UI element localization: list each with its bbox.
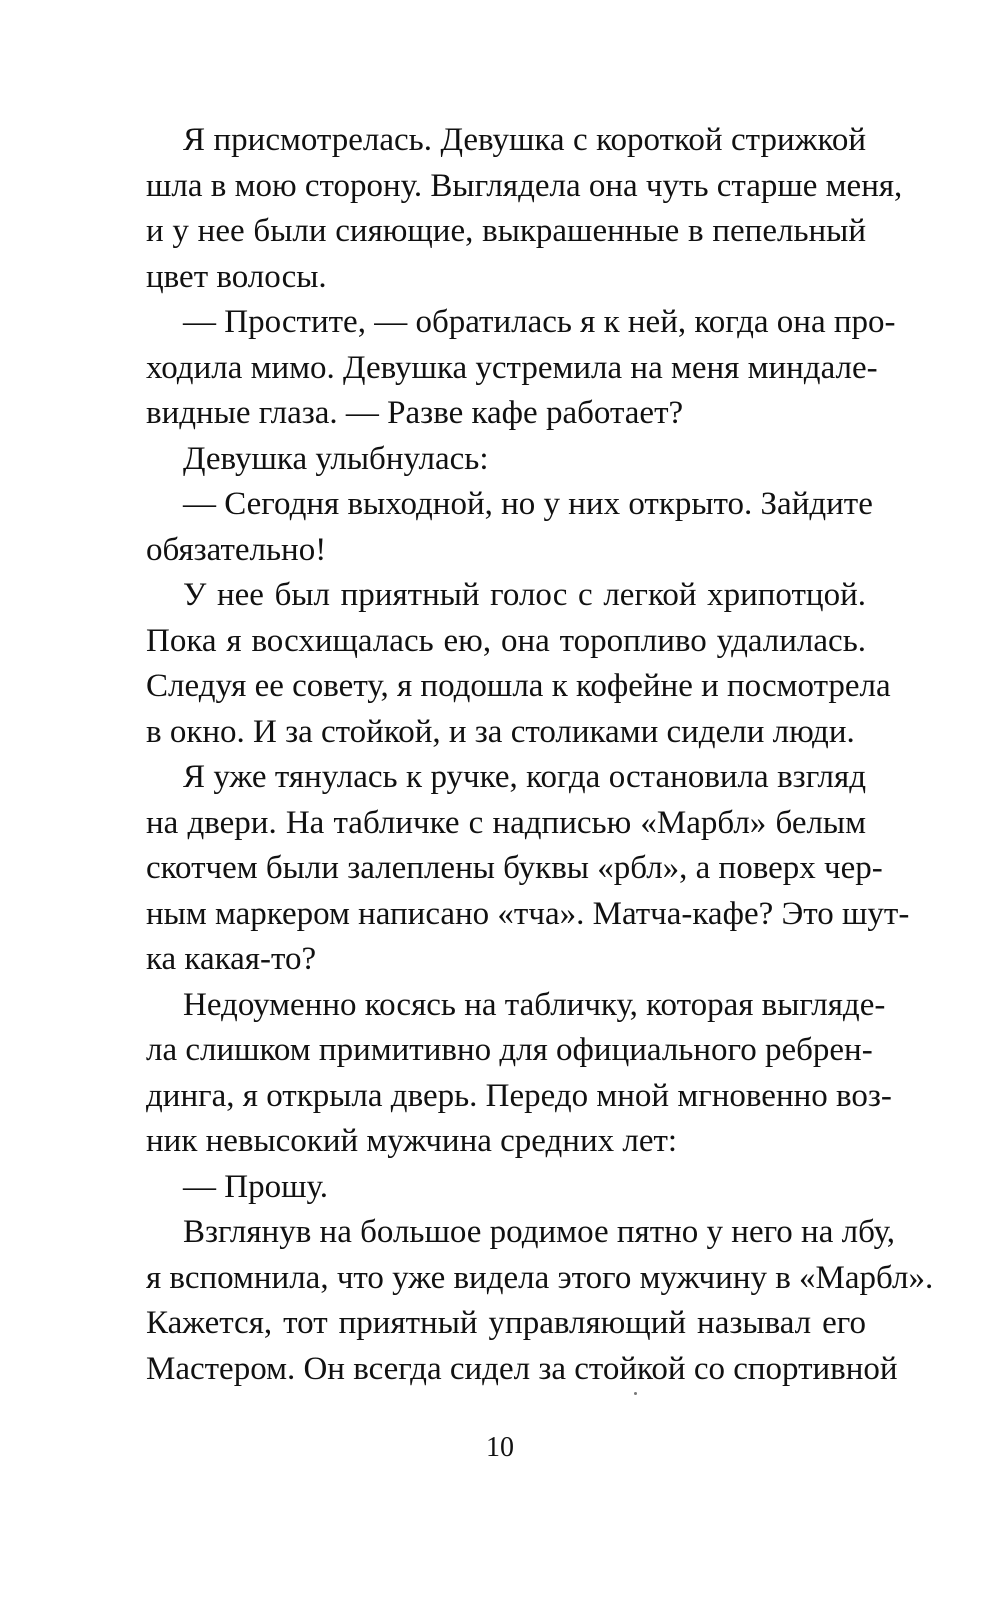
print-speck — [634, 1392, 637, 1395]
text-line: ник невысокий мужчина средних лет: — [146, 1123, 678, 1159]
text-line: я вспомнила, что уже видела этого мужчину в «Марбл». — [146, 1259, 934, 1296]
text-line: динга, я открыла дверь. Передо мной мгновенно воз- — [146, 1077, 892, 1114]
text-line: Мастером. Он всегда сидел за стойкой со спортивной — [146, 1350, 898, 1387]
text-line: ла слишком примитивно для официального ребрен- — [146, 1032, 873, 1068]
text-line: Взглянув на большое родимое пятно у него на лбу, — [183, 1214, 896, 1250]
text-line: и у нее были сияющие, выкрашенные в пепельный — [146, 213, 866, 249]
text-line: — Прошу. — [183, 1168, 328, 1205]
text-line: — Простите, — обратилась я к ней, когда она про- — [183, 304, 896, 340]
text-line: на двери. На табличке с надписью «Марбл» белым — [146, 804, 866, 841]
text-line: ным маркером написано «тча». Матча-кафе? Это шут- — [146, 895, 910, 932]
text-line: Девушка улыбнулась: — [183, 440, 489, 477]
text-line: цвет волосы. — [146, 258, 327, 295]
text-line: Я присмотрелась. Девушка с короткой стрижкой — [183, 122, 866, 158]
text-line: Пока я восхищалась ею, она торопливо удалилась. — [146, 622, 866, 659]
text-line: скотчем были залеплены буквы «рбл», а поверх чер- — [146, 850, 883, 886]
text-line: ходила мимо. Девушка устремила на меня миндале- — [146, 349, 878, 386]
text-line: обязательно! — [146, 531, 327, 568]
text-line: — Сегодня выходной, но у них открыто. Зайдите — [183, 486, 873, 522]
text-line: Я уже тянулась к ручке, когда остановила взгляд — [183, 759, 866, 795]
text-line: видные глаза. — Разве кафе работает? — [146, 395, 684, 431]
text-line: ка какая-то? — [146, 941, 317, 977]
page-number: 10 — [486, 1432, 514, 1463]
text-line: Кажется, тот приятный управляющий называл его — [146, 1305, 866, 1341]
text-line: шла в мою сторону. Выглядела она чуть старше меня, — [146, 167, 903, 204]
text-line: У нее был приятный голос с легкой хрипотцой. — [183, 577, 866, 613]
text-line: в окно. И за стойкой, и за столиками сидели люди. — [146, 713, 855, 750]
text-line: Следуя ее совету, я подошла к кофейне и посмотрела — [146, 668, 891, 704]
body-text — [146, 118, 934, 1392]
text-line: Недоуменно косясь на табличку, которая выгляде- — [183, 986, 886, 1023]
